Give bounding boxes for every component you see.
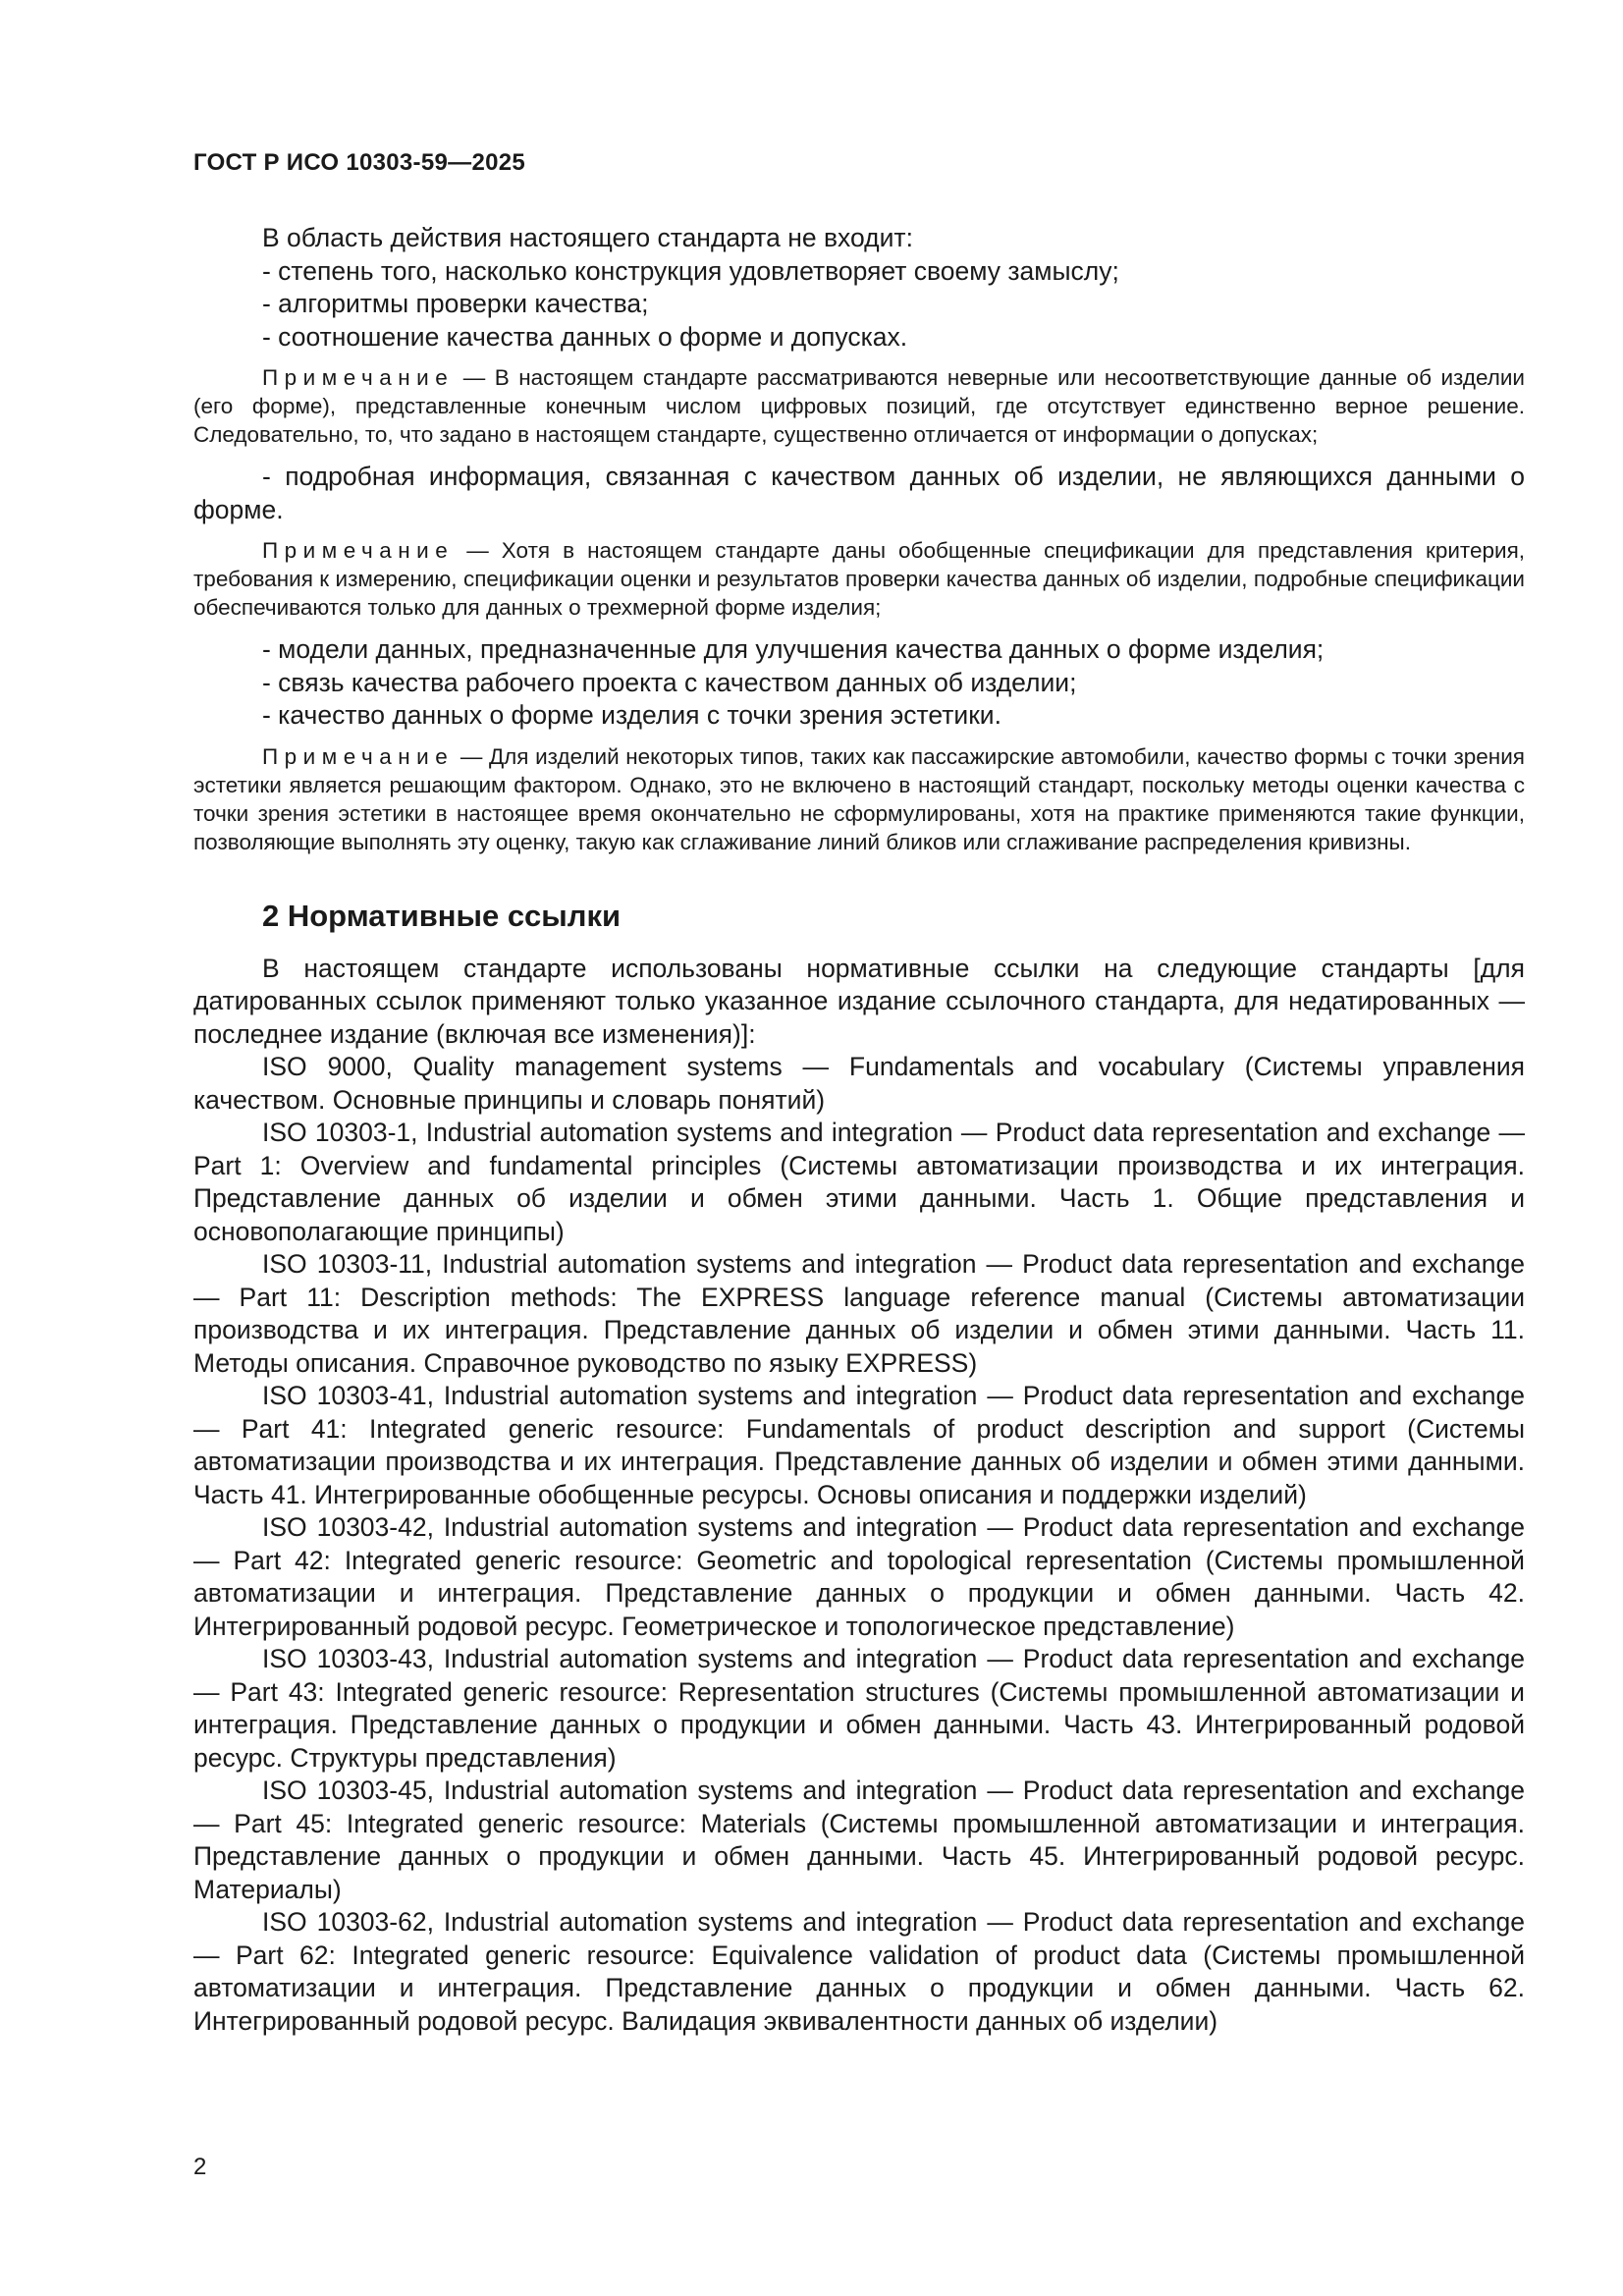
list-item: - алгоритмы проверки качества; xyxy=(262,289,649,318)
document-header-title: ГОСТ Р ИСО 10303-59—2025 xyxy=(193,149,526,176)
note-label: Примечание xyxy=(262,743,455,769)
section-heading: 2 Нормативные ссылки xyxy=(262,898,622,933)
list-item: - качество данных о форме изделия с точки зрения эстетики. xyxy=(262,700,1001,730)
note-paragraph xyxy=(193,742,1525,856)
section-intro-paragraph: В настоящем стандарте использованы нормативные ссылки на следующие стандарты [для датированных ссылок применяют только указанное издание ссылочного стандарта, для недатированных — последнее издание (включая все изменения)]: xyxy=(193,953,1525,1049)
reference-entry: ISO 10303-41, Industrial automation systems and integration — Product data representation and exchange — Part 41: Integrated generic resource: Fundamentals of product description and support (Системы автоматизации производства и их интеграция. Представление данных об изделии и обмен этими данными. Часть 41. Интегрированные обобщенные ресурсы. Основы описания и поддержки изделий) xyxy=(193,1381,1525,1509)
reference-entry: ISO 10303-62, Industrial automation systems and integration — Product data representation and exchange — Part 62: Integrated generic resource: Equivalence validation of product data (Системы промышленной автоматизации и интеграция. Представление данных о продукции и обмен данными. Часть 62. Интегрированный родовой ресурс. Валидация эквивалентности данных об изделии) xyxy=(193,1907,1525,2036)
note-label: Примечание xyxy=(262,538,455,563)
list-item: - подробная информация, связанная с качеством данных об изделии, не являющихся данными о форме. xyxy=(193,462,1525,524)
list-item: - модели данных, предназначенные для улучшения качества данных о форме изделия; xyxy=(262,634,1325,664)
scope-exclusions-intro: В область действия настоящего стандарта не входит: xyxy=(262,223,913,252)
note-text: — Для изделий некоторых типов, таких как пассажирские автомобили, качество формы с точки зрения эстетики является решающим фактором. Однако, это не включено в настоящий стандарт, поскольку методы оценки качества с точки зрения эстетики в настоящее время окончательно не сформулированы, хотя на практике применяются такие функции, позволяющие выполнять эту оценку, такую как сглаживание линий бликов или сглаживание распределения кривизны. xyxy=(193,743,1525,854)
list-item: - соотношение качества данных о форме и допусках. xyxy=(262,321,908,352)
reference-entry: ISO 10303-42, Industrial automation systems and integration — Product data representation and exchange — Part 42: Integrated generic resource: Geometric and topological representation (Системы промышленной автоматизации и интеграция. Представление данных о продукции и обмен данными. Часть 42. Интегрированный родовой ресурс. Геометрическое и топологическое представление) xyxy=(193,1512,1525,1641)
list-item: - связь качества рабочего проекта с качеством данных об изделии; xyxy=(262,667,1077,697)
reference-entry: ISO 10303-1, Industrial automation systems and integration — Product data representation and exchange — Part 1: Overview and fundamental principles (Системы автоматизации производства и их интеграция. Представление данных об изделии и обмен этими данными. Часть 1. Общие представления и основополагающие принципы) xyxy=(193,1118,1525,1246)
list-item: - степень того, насколько конструкция удовлетворяет своему замыслу; xyxy=(262,255,1119,286)
note-text: — В настоящем стандарте рассматриваются неверные или несоответствующие данные об изделии (его форме), представленные конечным числом цифровых позиций, где отсутствует единственно верное решение. Следовательно, то, что задано в настоящем стандарте, существенно отличается от информации о допусках; xyxy=(193,365,1525,447)
note-text: — Хотя в настоящем стандарте даны обобщенные спецификации для представления критерия, требования к измерению, спецификации оценки и результатов проверки качества данных об изделии, подробные спецификации обеспечиваются только для данных о трехмерной форме изделия; xyxy=(193,538,1525,620)
note-paragraph xyxy=(193,536,1525,622)
reference-entry: ISO 9000, Quality management systems — Fundamentals and vocabulary (Системы управления качеством. Основные принципы и словарь понятий) xyxy=(193,1052,1525,1115)
reference-entry: ISO 10303-43, Industrial automation systems and integration — Product data representation and exchange — Part 43: Integrated generic resource: Representation structures (Системы промышленной автоматизации и интеграция. Представление данных о продукции и обмен данными. Часть 43. Интегрированный родовой ресурс. Структуры представления) xyxy=(193,1644,1525,1773)
reference-entry: ISO 10303-45, Industrial automation systems and integration — Product data representation and exchange — Part 45: Integrated generic resource: Materials (Системы промышленной автоматизации и интеграция. Представление данных о продукции и обмен данными. Часть 45. Интегрированный родовой ресурс. Материалы) xyxy=(193,1776,1525,1904)
note-label: Примечание xyxy=(262,365,455,390)
page-number: 2 xyxy=(193,2154,207,2180)
reference-entry: ISO 10303-11, Industrial automation systems and integration — Product data representation and exchange — Part 11: Description methods: The EXPRESS language reference manual (Системы автоматизации производства и их интеграция. Представление данных об изделии и обмен этими данными. Часть 11. Методы описания. Справочное руководство по языку EXPRESS) xyxy=(193,1249,1525,1378)
page-content xyxy=(193,222,1525,2038)
note-paragraph xyxy=(193,363,1525,449)
